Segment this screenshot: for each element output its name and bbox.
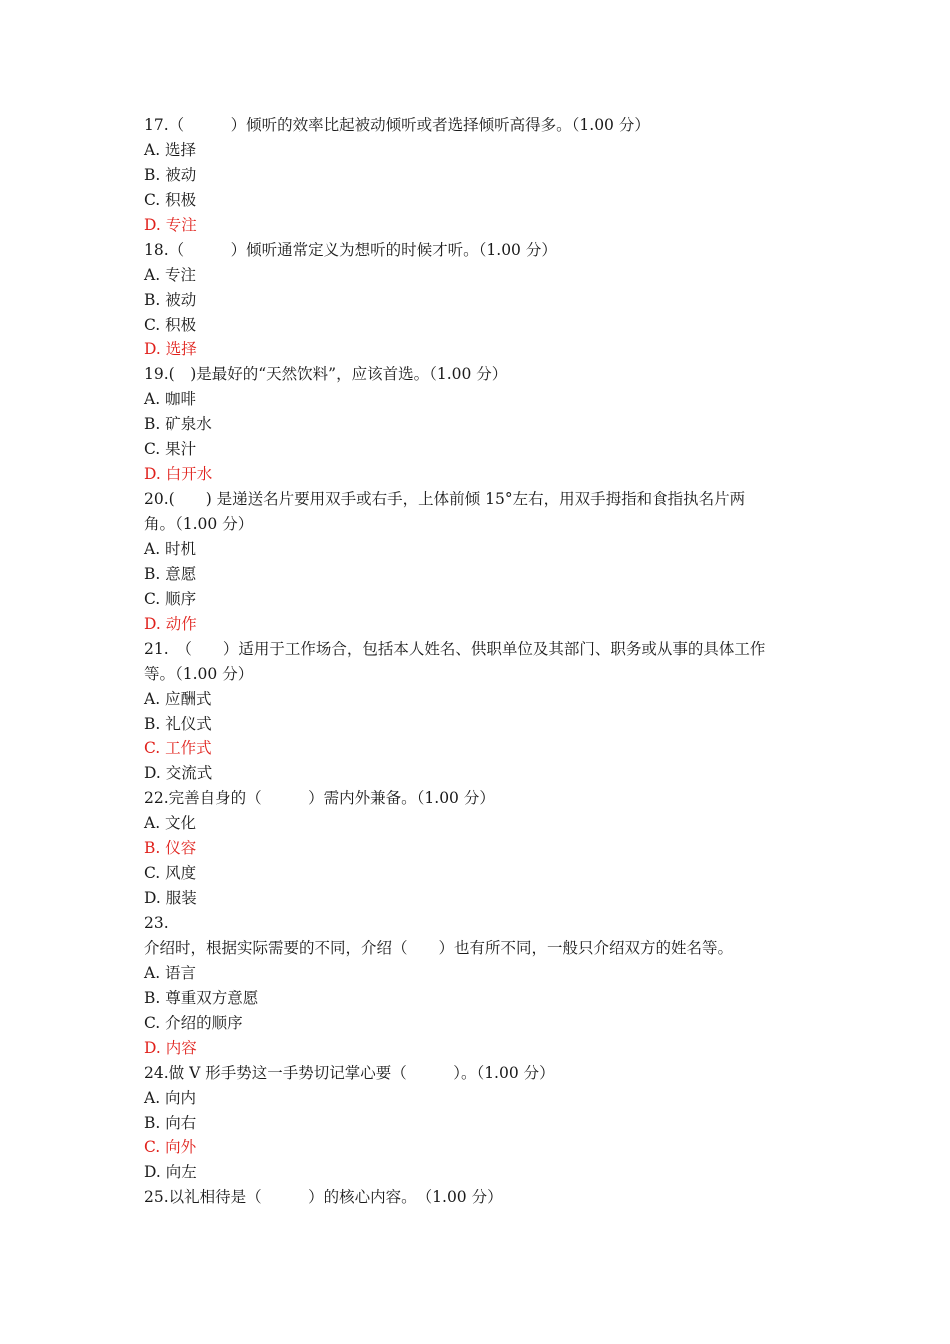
option-a: A. 向内 [144,1088,197,1107]
question-stem: 24.做 V 形手势这一手势切记掌心要（ ）。（1.00 分） [144,1063,555,1082]
question-stem: 25.以礼相待是（ ）的核心内容。 （1.00 分） [144,1188,503,1207]
option-c: C. 果汁 [144,440,197,459]
option-d: D. 服装 [144,889,197,908]
option-d-correct: D. 选择 [144,340,197,359]
question-stem-line-1: 21. （ ）适用于工作场合，包括本人姓名、供职单位及其部门、职务或从事的具体工作 [144,639,766,658]
question-stem: 17.（ ）倾听的效率比起被动倾听或者选择倾听高得多。（1.00 分） [144,116,650,134]
option-b: B. 矿泉水 [144,415,212,434]
option-a: A. 应酬式 [144,689,212,708]
question-19 [144,362,814,487]
option-a: A. 专注 [144,265,197,284]
option-a: A. 语言 [144,963,197,982]
question-18 [144,238,814,363]
question-stem-line-2: 等。（1.00 分） [144,664,254,683]
option-c: C. 积极 [144,190,197,209]
question-stem-line-2: 角。（1.00 分） [144,515,254,533]
question-21 [144,637,814,787]
question-24 [144,1061,814,1186]
option-c-correct: C. 向外 [144,1138,197,1157]
question-22 [144,786,814,911]
question-stem: 19.( )是最好的“天然饮料”，应该首选。（1.00 分） [144,365,508,384]
option-d-correct: D. 内容 [144,1038,197,1057]
option-d-correct: D. 动作 [144,614,197,633]
option-d: D. 交流式 [144,764,213,783]
option-c: C. 风度 [144,864,197,883]
option-b: B. 意愿 [144,564,197,583]
option-a: A. 选择 [144,140,197,159]
option-d-correct: D. 专注 [144,215,197,234]
option-a: A. 时机 [144,539,197,558]
exam-page [144,113,814,1210]
option-b: B. 被动 [144,290,197,309]
option-d-correct: D. 白开水 [144,465,213,484]
option-c: C. 介绍的顺序 [144,1013,243,1032]
question-number: 23. [144,914,169,932]
option-c: C. 顺序 [144,589,197,608]
option-b: B. 尊重双方意愿 [144,988,259,1007]
option-b: B. 礼仪式 [144,714,212,733]
option-b: B. 被动 [144,165,197,184]
option-b: B. 向右 [144,1113,197,1132]
question-stem: 18.（ ）倾听通常定义为想听的时候才听。（1.00 分） [144,240,557,259]
question-17 [144,113,814,238]
option-c: C. 积极 [144,315,197,334]
question-23 [144,911,814,1061]
option-b-correct: B. 仪容 [144,839,197,858]
option-c-correct: C. 工作式 [144,739,212,758]
option-a: A. 文化 [144,814,197,833]
question-25 [144,1185,814,1210]
question-stem-line-1: 20.( ) 是递送名片要用双手或右手，上体前倾 15°左右，用双手拇指和食指执名片两 [144,490,746,509]
option-d: D. 向左 [144,1163,197,1182]
question-20 [144,487,814,637]
question-stem: 介绍时，根据实际需要的不同，介绍（ ）也有所不同，一般只介绍双方的姓名等。 [144,938,734,957]
question-stem: 22.完善自身的（ ）需内外兼备。（1.00 分） [144,789,495,808]
option-a: A. 咖啡 [144,390,197,409]
